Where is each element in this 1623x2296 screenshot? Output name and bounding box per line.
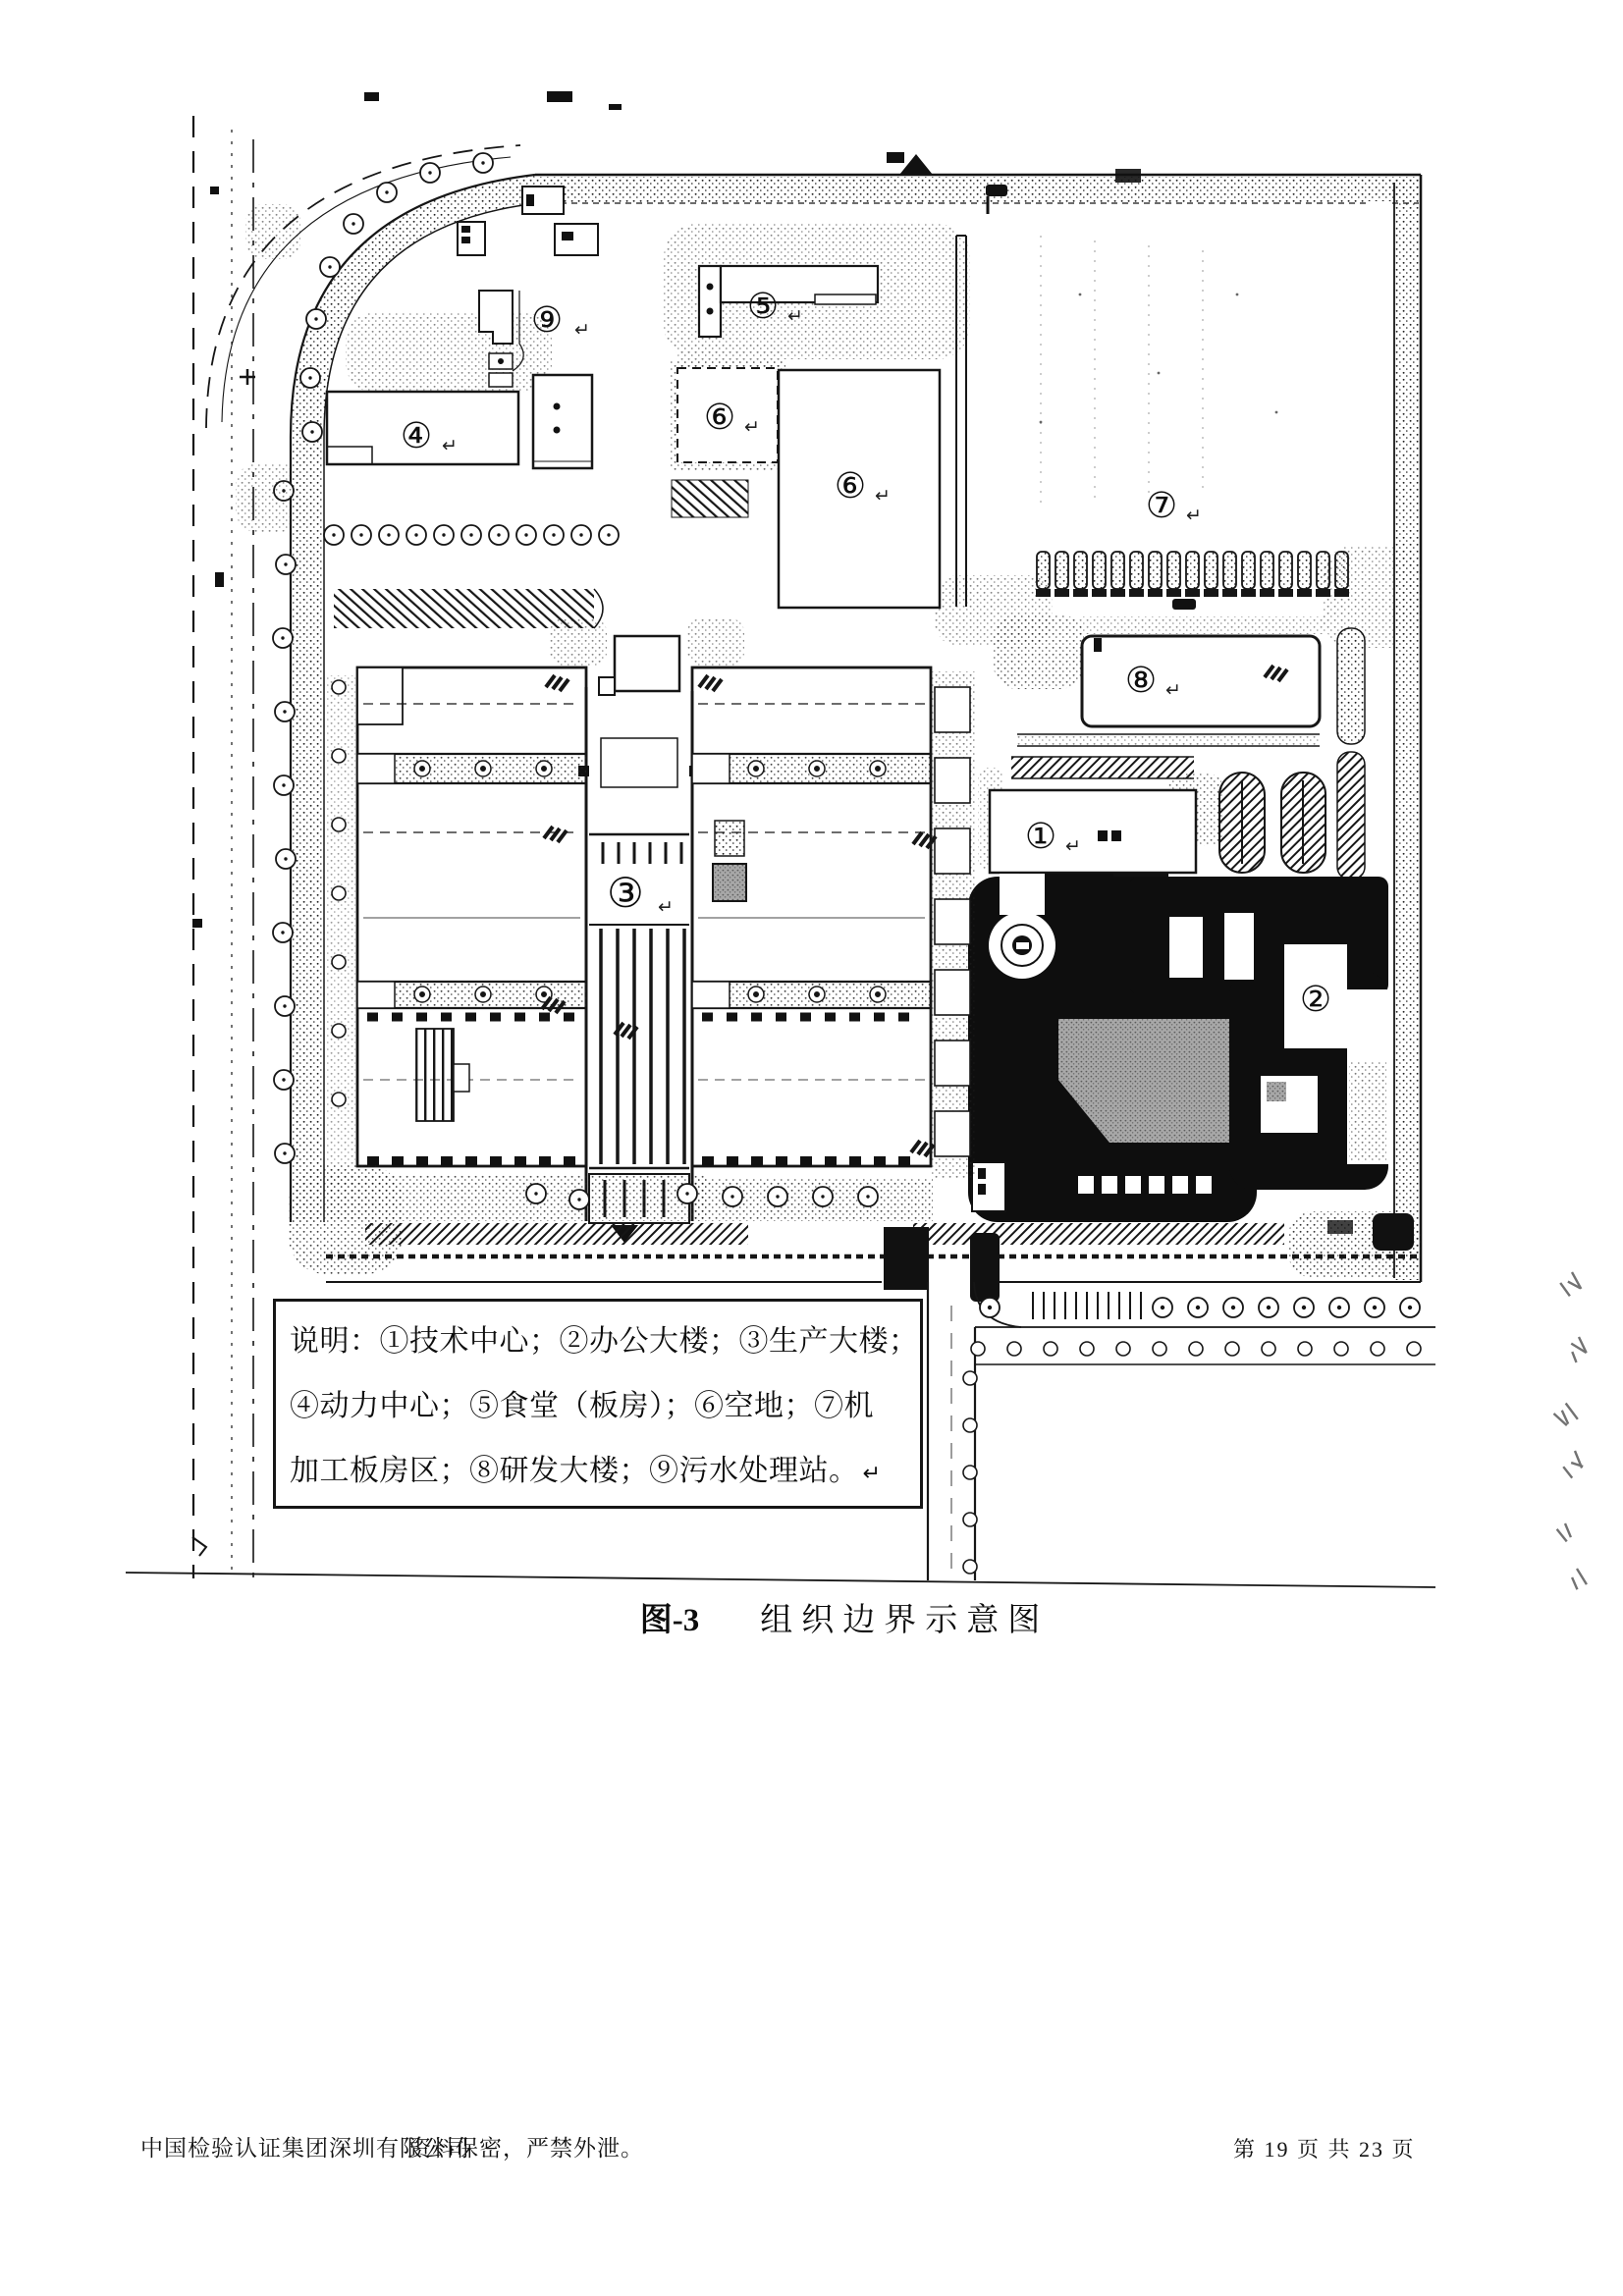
footer-company-name: 中国检验认证集团深圳有限公司 xyxy=(140,2136,470,2161)
map-label-2: ② xyxy=(1299,980,1332,1020)
map-label-7: ⑦ xyxy=(1145,486,1178,526)
return-mark: ↵ xyxy=(1065,835,1081,857)
return-mark: ↵ xyxy=(744,416,760,438)
return-mark: ↵ xyxy=(1186,505,1202,526)
area-7-machining-sheds xyxy=(1036,236,1349,610)
figure-bottom-rule xyxy=(126,1573,1435,1587)
map-label-3: ③ xyxy=(607,869,644,917)
map-label-1: ① xyxy=(1024,817,1057,857)
bleed-through-marks xyxy=(1553,1271,1591,1592)
legend-line-2: ④动力中心；⑤食堂（板房）；⑥空地；⑦机 xyxy=(290,1390,874,1422)
building-3-production-complex xyxy=(326,636,976,1243)
legend-line-1: 说明：①技术中心；②办公大楼；③生产大楼； xyxy=(290,1325,919,1358)
map-label-8: ⑧ xyxy=(1124,661,1158,701)
gate-and-external-roads xyxy=(884,1227,1435,1580)
map-legend xyxy=(273,1299,923,1509)
footer-confidentiality-notice: 资料保密，严禁外泄。 xyxy=(408,2136,644,2161)
return-mark: ↵ xyxy=(442,435,458,456)
return-mark: ↵ xyxy=(875,485,891,507)
legend-line-3: 加工板房区；⑧研发大楼；⑨污水处理站。 ↵ xyxy=(290,1455,882,1487)
return-mark: ↵ xyxy=(658,896,674,918)
figure-title: 组织边界示意图 xyxy=(760,1603,1050,1638)
tree-row-and-hatch-strip xyxy=(324,525,619,628)
figure-number: 图-3 xyxy=(639,1603,700,1638)
return-mark: ↵ xyxy=(787,305,803,327)
return-mark: ↵ xyxy=(1165,679,1181,701)
figure-caption xyxy=(422,1594,1267,1640)
footer-page-number: 第 19 页 共 23 页 xyxy=(1233,2137,1416,2162)
building-8-rnd xyxy=(994,614,1325,778)
zone-2-office-area xyxy=(968,874,1388,1222)
map-label-4: ④ xyxy=(400,416,433,456)
return-mark: ↵ xyxy=(862,1462,882,1486)
return-mark: ↵ xyxy=(574,319,590,341)
map-label-6a: ⑥ xyxy=(703,398,736,438)
map-label-9: ⑨ xyxy=(530,300,564,341)
map-label-5: ⑤ xyxy=(746,287,780,327)
map-label-6b: ⑥ xyxy=(834,466,867,507)
